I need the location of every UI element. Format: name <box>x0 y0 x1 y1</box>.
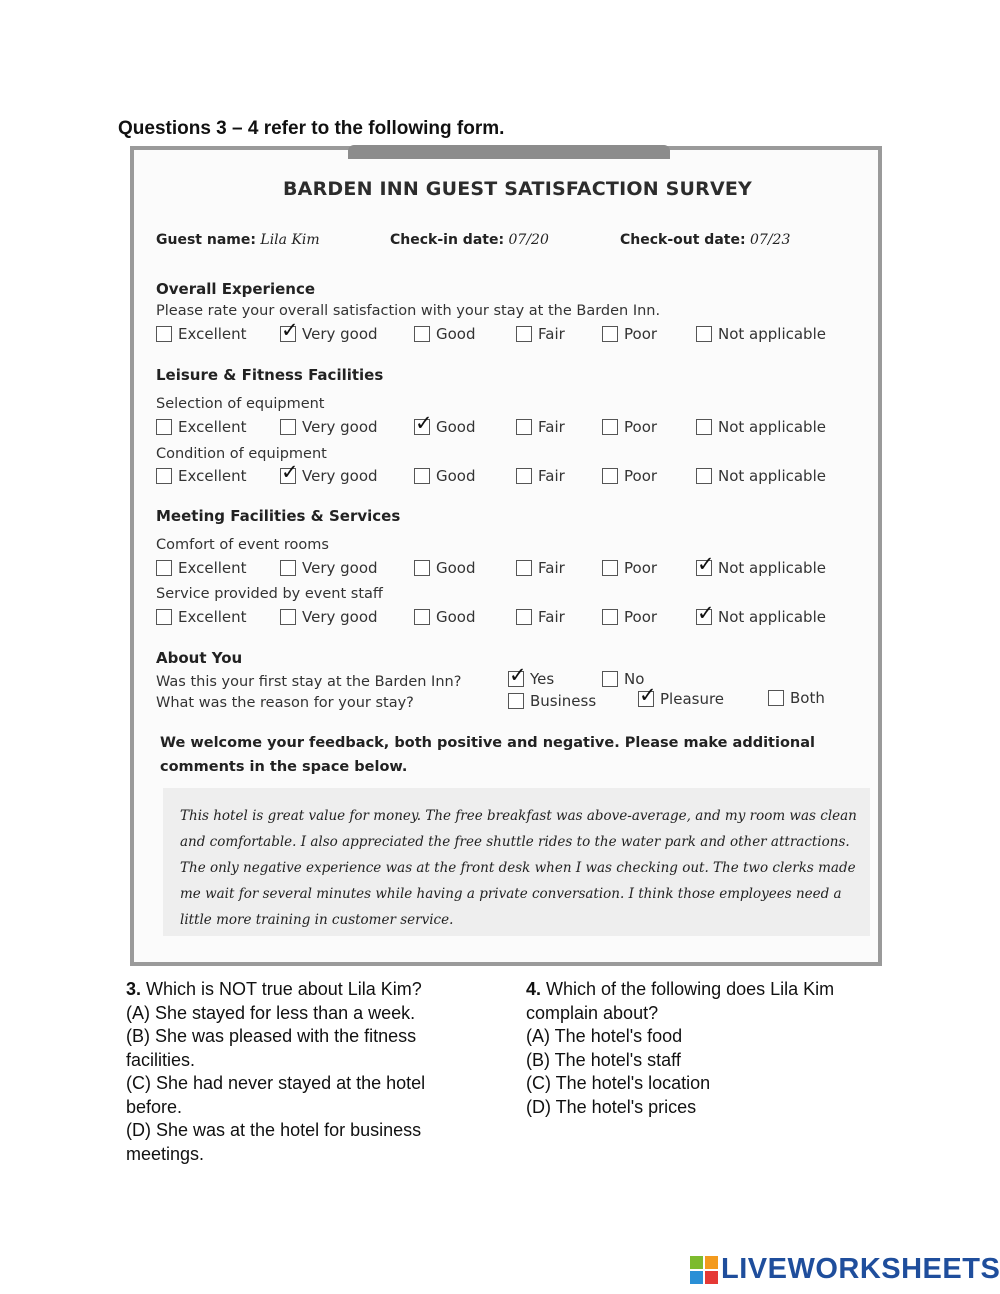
overall-label-good: Good <box>436 325 476 343</box>
question-4 <box>526 978 886 1119</box>
leisure-q2-label-poor: Poor <box>624 467 658 485</box>
meeting-q2-checkbox-poor[interactable] <box>602 609 618 625</box>
checkbox-no[interactable] <box>602 671 618 687</box>
leisure-q2-option-very-good[interactable] <box>280 467 378 485</box>
leisure-q2-checkbox-good[interactable] <box>414 468 430 484</box>
meeting-q1-checkbox-not-applicable[interactable] <box>696 560 712 576</box>
checkin-label: Check-in date: <box>390 232 505 248</box>
overall-checkbox-good[interactable] <box>414 326 430 342</box>
overall-option-poor[interactable] <box>602 325 657 343</box>
leisure-q2-option-poor[interactable] <box>602 467 657 485</box>
question-3-number: 3. <box>126 979 142 999</box>
leisure-q2-option-not-applicable[interactable] <box>696 467 826 485</box>
intro-heading: Questions 3 – 4 refer to the following form. <box>118 118 505 139</box>
leisure-q2-label-good: Good <box>436 467 476 485</box>
guest-name-value: Lila Kim <box>260 232 320 248</box>
option-both-label: Both <box>790 689 825 707</box>
question-3-option-b[interactable]: (B) She was pleased with the fitness facilities. <box>126 1026 417 1070</box>
overall-label-poor: Poor <box>624 325 658 343</box>
overall-checkbox-fair[interactable] <box>516 326 532 342</box>
overall-heading: Overall Experience <box>156 280 316 298</box>
leisure-q1-option-very-good[interactable] <box>280 418 378 436</box>
feedback-label: We welcome your feedback, both positive and negative. Please make additional comments in the space below. <box>160 735 815 775</box>
meeting-q2: Service provided by event staff <box>156 586 383 602</box>
leisure-q2-rating-row <box>156 467 856 489</box>
question-3 <box>126 978 471 1166</box>
leisure-q1-option-good[interactable] <box>414 418 476 436</box>
question-4-option-b[interactable]: (B) The hotel's staff <box>526 1049 681 1070</box>
leisure-q1-checkbox-not-applicable[interactable] <box>696 419 712 435</box>
option-both[interactable] <box>768 689 825 707</box>
overall-checkbox-not-applicable[interactable] <box>696 326 712 342</box>
meeting-q2-option-good[interactable] <box>414 608 476 626</box>
checkout-value: 07/23 <box>750 232 791 248</box>
leisure-q1-rating-row <box>156 418 856 440</box>
meeting-q2-checkbox-not-applicable[interactable] <box>696 609 712 625</box>
meeting-q2-option-very-good[interactable] <box>280 608 378 626</box>
overall-rating-row <box>156 325 856 347</box>
option-business-label: Business <box>530 692 597 710</box>
leisure-q2-checkbox-very-good[interactable] <box>280 468 296 484</box>
meeting-q2-checkbox-very-good[interactable] <box>280 609 296 625</box>
about-heading: About You <box>156 649 243 667</box>
meeting-q1: Comfort of event rooms <box>156 537 329 553</box>
meeting-q1-label-poor: Poor <box>624 559 658 577</box>
checkbox-pleasure[interactable] <box>638 691 654 707</box>
leisure-q1-checkbox-poor[interactable] <box>602 419 618 435</box>
leisure-q2-checkbox-fair[interactable] <box>516 468 532 484</box>
meeting-q1-option-poor[interactable] <box>602 559 657 577</box>
leisure-q2-checkbox-not-applicable[interactable] <box>696 468 712 484</box>
meeting-q1-option-very-good[interactable] <box>280 559 378 577</box>
meeting-q1-option-good[interactable] <box>414 559 476 577</box>
guest-name-label: Guest name: <box>156 232 256 248</box>
meeting-q1-label-not-applicable: Not applicable <box>718 559 826 577</box>
leisure-q2: Condition of equipment <box>156 446 327 462</box>
question-4-stem: Which of the following does Lila Kim complain about? <box>526 979 835 1023</box>
liveworksheets-logo-icon <box>690 1256 718 1284</box>
leisure-q2-label-not-applicable: Not applicable <box>718 467 826 485</box>
meeting-q2-option-excellent[interactable] <box>156 608 247 626</box>
leisure-q1-label-poor: Poor <box>624 418 658 436</box>
option-business[interactable] <box>508 692 596 710</box>
leisure-q2-option-excellent[interactable] <box>156 467 247 485</box>
meeting-q1-label-very-good: Very good <box>302 559 378 577</box>
overall-option-excellent[interactable] <box>156 325 247 343</box>
form-title: BARDEN INN GUEST SATISFACTION SURVEY <box>283 178 752 200</box>
option-yes[interactable] <box>508 670 554 688</box>
meeting-q1-checkbox-excellent[interactable] <box>156 560 172 576</box>
overall-label-fair: Fair <box>538 325 565 343</box>
leisure-q1-checkbox-very-good[interactable] <box>280 419 296 435</box>
checkout-field <box>620 232 790 248</box>
meeting-q2-option-not-applicable[interactable] <box>696 608 826 626</box>
meeting-q2-rating-row <box>156 608 856 630</box>
question-3-option-c[interactable]: (C) She had never stayed at the hotel before. <box>126 1073 426 1117</box>
leisure-q2-option-good[interactable] <box>414 467 476 485</box>
leisure-q1-checkbox-fair[interactable] <box>516 419 532 435</box>
guest-name-field <box>156 232 320 248</box>
leisure-q2-label-excellent: Excellent <box>178 467 247 485</box>
overall-label-not-applicable: Not applicable <box>718 325 826 343</box>
meeting-q2-label-not-applicable: Not applicable <box>718 608 826 626</box>
leisure-q1-checkbox-good[interactable] <box>414 419 430 435</box>
leisure-q2-label-very-good: Very good <box>302 467 378 485</box>
question-4-option-d[interactable]: (D) The hotel's prices <box>526 1096 697 1117</box>
meeting-q2-option-fair[interactable] <box>516 608 565 626</box>
meeting-q2-label-good: Good <box>436 608 476 626</box>
checkout-label: Check-out date: <box>620 232 746 248</box>
meeting-q1-option-excellent[interactable] <box>156 559 247 577</box>
question-4-stem-line <box>526 978 886 1025</box>
leisure-q2-label-fair: Fair <box>538 467 565 485</box>
leisure-q2-checkbox-excellent[interactable] <box>156 468 172 484</box>
question-3-stem-line <box>126 978 471 1002</box>
meeting-q1-option-fair[interactable] <box>516 559 565 577</box>
meeting-q2-label-very-good: Very good <box>302 608 378 626</box>
option-yes-label: Yes <box>530 670 555 688</box>
feedback-text: This hotel is great value for money. The free breakfast was above-average, and my room was clean and comfortable. I also appreciated the free shuttle rides to the water park and other attractions. The only negative experience was at the front desk when I was checking out. The two clerks made me wait for several minutes while having a private conversation. I think those employees need a little more training in customer service. <box>180 808 857 928</box>
question-4-option-c[interactable]: (C) The hotel's location <box>526 1073 711 1093</box>
meeting-q2-checkbox-fair[interactable] <box>516 609 532 625</box>
overall-option-not-applicable[interactable] <box>696 325 826 343</box>
meeting-q1-label-good: Good <box>436 559 476 577</box>
leisure-q1-option-excellent[interactable] <box>156 418 247 436</box>
leisure-q1-option-not-applicable[interactable] <box>696 418 826 436</box>
meeting-q2-label-poor: Poor <box>624 608 658 626</box>
overall-option-good[interactable] <box>414 325 476 343</box>
question-3-stem: Which is NOT true about Lila Kim? <box>146 979 422 999</box>
option-pleasure-label: Pleasure <box>660 690 725 708</box>
question-4-number: 4. <box>526 979 542 999</box>
leisure-q2-checkbox-poor[interactable] <box>602 468 618 484</box>
form-tab-decoration <box>348 145 670 159</box>
meeting-q1-checkbox-fair[interactable] <box>516 560 532 576</box>
option-no-label: No <box>624 670 645 688</box>
question-4-option-a[interactable]: (A) The hotel's food <box>526 1026 683 1046</box>
leisure-q1-option-fair[interactable] <box>516 418 565 436</box>
meeting-q2-checkbox-good[interactable] <box>414 609 430 625</box>
overall-checkbox-very-good[interactable] <box>280 326 296 342</box>
leisure-q2-option-fair[interactable] <box>516 467 565 485</box>
brand-name: LIVEWORKSHEETS <box>721 1253 1000 1285</box>
leisure-q1-label-not-applicable: Not applicable <box>718 418 826 436</box>
checkin-field <box>390 232 549 248</box>
overall-option-very-good[interactable] <box>280 325 378 343</box>
meeting-q1-checkbox-poor[interactable] <box>602 560 618 576</box>
meeting-q1-label-excellent: Excellent <box>178 559 247 577</box>
leisure-q1-option-poor[interactable] <box>602 418 657 436</box>
leisure-q1-label-excellent: Excellent <box>178 418 247 436</box>
question-3-option-a[interactable]: (A) She stayed for less than a week. <box>126 1002 416 1023</box>
about-q2: What was the reason for your stay? <box>156 695 414 711</box>
leisure-q1: Selection of equipment <box>156 396 325 412</box>
checkin-value: 07/20 <box>508 232 549 248</box>
meeting-q1-checkbox-very-good[interactable] <box>280 560 296 576</box>
meeting-q1-checkbox-good[interactable] <box>414 560 430 576</box>
option-pleasure[interactable] <box>638 690 724 708</box>
meeting-q2-option-poor[interactable] <box>602 608 657 626</box>
leisure-q1-checkbox-excellent[interactable] <box>156 419 172 435</box>
liveworksheets-brand[interactable] <box>690 1253 1000 1286</box>
overall-checkbox-excellent[interactable] <box>156 326 172 342</box>
meeting-q2-label-fair: Fair <box>538 608 565 626</box>
question-3-option-d[interactable]: (D) She was at the hotel for business meetings. <box>126 1120 422 1164</box>
leisure-q1-label-very-good: Very good <box>302 418 378 436</box>
leisure-heading: Leisure & Fitness Facilities <box>156 366 384 384</box>
overall-label-very-good: Very good <box>302 325 378 343</box>
meeting-q2-checkbox-excellent[interactable] <box>156 609 172 625</box>
meeting-q2-label-excellent: Excellent <box>178 608 247 626</box>
leisure-q1-label-fair: Fair <box>538 418 565 436</box>
checkbox-business[interactable] <box>508 693 524 709</box>
overall-checkbox-poor[interactable] <box>602 326 618 342</box>
meeting-heading: Meeting Facilities & Services <box>156 507 401 525</box>
overall-label-excellent: Excellent <box>178 325 247 343</box>
meeting-q1-label-fair: Fair <box>538 559 565 577</box>
overall-question: Please rate your overall satisfaction with your stay at the Barden Inn. <box>156 303 661 319</box>
meeting-q1-rating-row <box>156 559 856 581</box>
about-q1: Was this your first stay at the Barden Inn? <box>156 674 462 690</box>
meeting-q1-option-not-applicable[interactable] <box>696 559 826 577</box>
checkbox-both[interactable] <box>768 690 784 706</box>
checkbox-yes[interactable] <box>508 671 524 687</box>
leisure-q1-label-good: Good <box>436 418 476 436</box>
overall-option-fair[interactable] <box>516 325 565 343</box>
